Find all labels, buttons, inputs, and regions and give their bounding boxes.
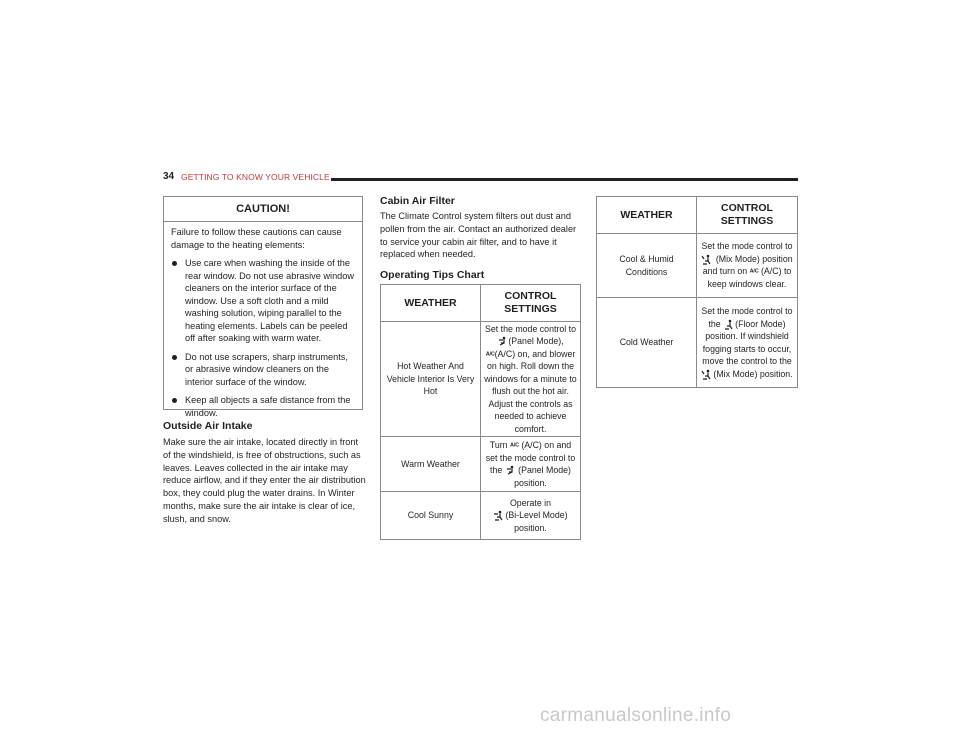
- table-header-row: [381, 285, 581, 322]
- weather-cell: Hot Weather And Vehicle Interior Is Very Hot: [381, 322, 481, 437]
- bullet-icon: [172, 261, 177, 266]
- control-column-header: CONTROL SETTINGS: [697, 197, 798, 234]
- control-cell: Set the mode control to (Panel Mode), A/C(A/C) on, and blower on high. Roll down the windows for a minute to flush out the hot air. Adjust the controls as needed to achieve comfort.: [481, 322, 581, 437]
- bullet-icon: [172, 398, 177, 403]
- caution-bullet: Keep all objects a safe distance from the window.: [171, 394, 355, 419]
- caution-box: [163, 196, 363, 418]
- control-cell: Operate in (Bi-Level Mode) position.: [481, 492, 581, 540]
- control-column-header: CONTROL SETTINGS: [481, 285, 581, 322]
- weather-cell: Cold Weather: [597, 298, 697, 388]
- table-row: [597, 298, 798, 388]
- weather-column-header: WEATHER: [597, 197, 697, 234]
- panel-mode-icon: [497, 336, 508, 347]
- outside-air-body: Make sure the air intake, located directly in front of the windshield, is free of obstructions, such as leaves. Leaves collected in the air intake may reduce airflow, and if they enter the air distribution box, they could plug the water drains. In Winter months, make sure the air intake is clear of ice, slush, and snow.: [163, 437, 366, 524]
- caution-intro: Failure to follow these cautions can cause damage to the heating elements:: [171, 227, 342, 250]
- watermark: carmanualsonline.info: [540, 705, 732, 726]
- running-title: GETTING TO KNOW YOUR VEHICLE: [181, 172, 330, 182]
- weather-cell: Warm Weather: [381, 437, 481, 492]
- control-cell: Set the mode control to the (Floor Mode) position. If windshield fogging starts to occur, move the control to the (Mix Mode) position.: [697, 298, 798, 388]
- caution-list: [171, 257, 355, 419]
- tips-chart-table-continued: [596, 196, 798, 388]
- table-row: [381, 492, 581, 540]
- bi-level-mode-icon: [493, 510, 505, 521]
- page-number: 34: [163, 171, 175, 182]
- tips-chart-heading: Operating Tips Chart: [380, 269, 485, 281]
- ac-icon: A/C: [485, 350, 495, 357]
- outside-air-heading: Outside Air Intake: [163, 420, 253, 432]
- tips-chart-table: [380, 284, 581, 540]
- table-row: [381, 322, 581, 437]
- cabin-filter-body: The Climate Control system filters out dust and pollen from the air. Contact an authorized dealer to service your cabin air filter, and to have it replaced when needed.: [380, 211, 577, 260]
- ac-icon: A/C: [510, 442, 519, 449]
- table-row: [381, 437, 581, 492]
- table-row: [597, 234, 798, 298]
- cabin-filter-heading: Cabin Air Filter: [380, 195, 455, 207]
- control-cell: Set the mode control to (Mix Mode) position and turn on A/C (A/C) to keep windows clear.: [697, 234, 798, 298]
- table-header-row: [597, 197, 798, 234]
- caution-bullet: Use care when washing the inside of the rear window. Do not use abrasive window cleaners on the interior surface of the window. Use a soft cloth and a mild washing solution, wiping parallel to the heating elements. Labels can be peeled off after soaking with warm water.: [171, 257, 355, 345]
- bullet-icon: [172, 355, 177, 360]
- control-cell: Turn A/C (A/C) on and set the mode control to the (Panel Mode) position.: [481, 437, 581, 492]
- floor-mode-icon: [723, 319, 735, 330]
- weather-cell: Cool Sunny: [381, 492, 481, 540]
- caution-bullet: Do not use scrapers, sharp instruments, or abrasive window cleaners on the interior surface of the window.: [171, 351, 355, 389]
- header-rule: [331, 178, 798, 181]
- caution-title: CAUTION!: [164, 197, 362, 222]
- mix-mode-icon: [701, 254, 713, 265]
- weather-cell: Cool & Humid Conditions: [597, 234, 697, 298]
- mix-mode-icon: [701, 369, 713, 380]
- ac-icon: A/C: [749, 268, 759, 275]
- weather-column-header: WEATHER: [381, 285, 481, 322]
- panel-mode-icon: [505, 465, 516, 476]
